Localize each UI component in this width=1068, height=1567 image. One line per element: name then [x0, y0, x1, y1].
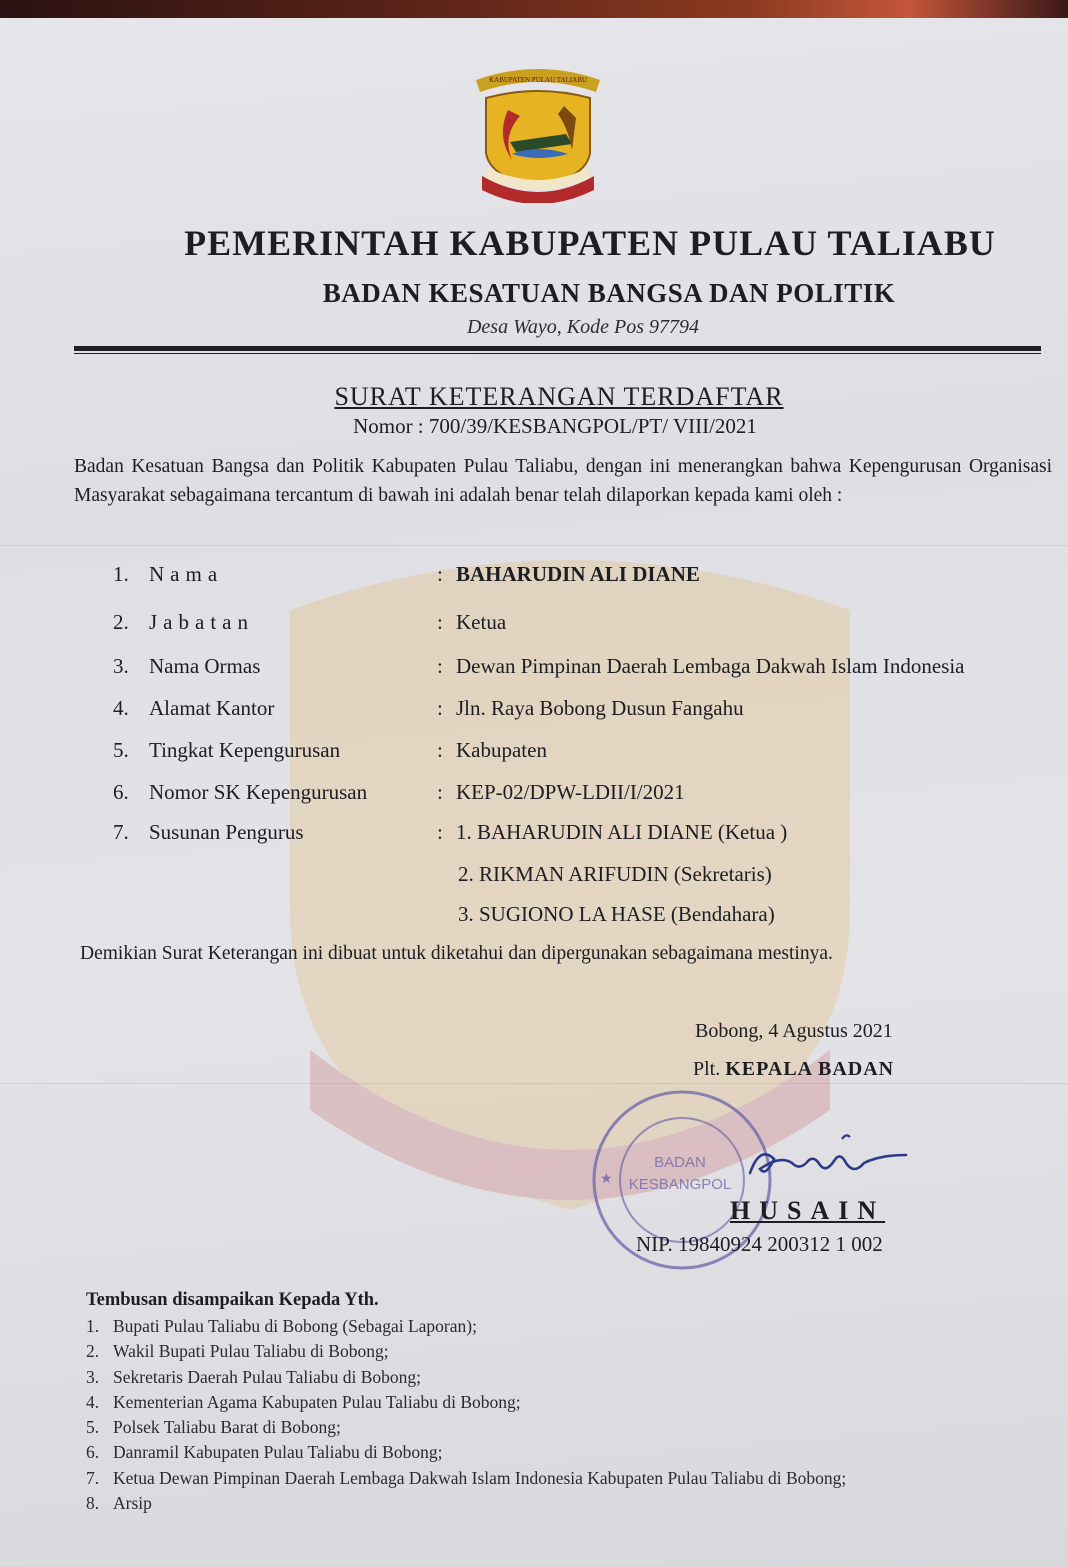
field-label: Nama Ormas	[149, 654, 261, 678]
copy-recipient: Arsip	[113, 1493, 152, 1514]
field-number: 7.	[113, 820, 129, 844]
copy-recipient: Danramil Kabupaten Pulau Taliabu di Bobong;	[113, 1442, 443, 1463]
list-item: 8. Arsip	[86, 1493, 152, 1514]
field-number: 2.	[113, 610, 129, 634]
board-member: 3. SUGIONO LA HASE (Bendahara)	[458, 902, 775, 926]
copy-recipient: Sekretaris Daerah Pulau Taliabu di Bobong;	[113, 1366, 422, 1387]
field-colon: :	[437, 562, 443, 586]
document-title: SURAT KETERANGAN TERDAFTAR	[334, 382, 784, 411]
letterhead-rule	[74, 346, 1041, 351]
agency-name: BADAN KESATUAN BANGSA DAN POLITIK	[322, 278, 896, 308]
field-value: Ketua	[456, 610, 507, 634]
field-colon: :	[437, 696, 443, 720]
signer-name: HUSAIN	[730, 1196, 886, 1225]
field-colon: :	[437, 654, 443, 678]
place-and-date: Bobong, 4 Agustus 2021	[695, 1020, 893, 1042]
field-number: 1.	[113, 562, 129, 586]
list-item: 3. Sekretaris Daerah Pulau Taliabu di Bobong;	[86, 1366, 422, 1387]
field-label: Nama	[149, 562, 224, 586]
stamp-line: BADAN	[654, 1154, 706, 1171]
document-number: Nomor : 700/39/KESBANGPOL/PT/ VIII/2021	[353, 414, 757, 438]
agency-address: Desa Wayo, Kode Pos 97794	[466, 316, 700, 338]
field-value: Dewan Pimpinan Daerah Lembaga Dakwah Islam Indonesia	[456, 654, 965, 678]
field-number: 3.	[113, 654, 129, 678]
field-value: Jln. Raya Bobong Dusun Fangahu	[456, 696, 744, 720]
signer-nip: NIP. 19840924 200312 1 002	[636, 1232, 883, 1256]
field-colon: :	[437, 820, 443, 844]
field-value: BAHARUDIN ALI DIANE	[456, 562, 700, 586]
field-label: Tingkat Kepengurusan	[149, 738, 341, 762]
copies-list	[86, 1316, 1056, 1518]
intro-paragraph: Badan Kesatuan Bangsa dan Politik Kabupaten Pulau Taliabu, dengan ini menerangkan bahwa Kepengurusan Organisasi Masyarakat sebagaimana tercantum di bawah ini adalah benar telah dilaporkan kepada kami oleh :	[74, 456, 1052, 506]
paper-fold-line	[0, 1083, 1068, 1086]
field-number: 5.	[113, 738, 129, 762]
government-name: PEMERINTAH KABUPATEN PULAU TALIABU	[184, 223, 996, 263]
list-item: 7. Ketua Dewan Pimpinan Daerah Lembaga Dakwah Islam Indonesia Kabupaten Pulau Taliabu di Bobong;	[86, 1467, 847, 1488]
field-colon: :	[437, 610, 443, 634]
letterhead-rule-thin	[74, 353, 1041, 354]
copy-recipient: Kementerian Agama Kabupaten Pulau Taliabu di Bobong;	[113, 1391, 521, 1412]
field-value: Kabupaten	[456, 738, 547, 762]
list-item: 1. Bupati Pulau Taliabu di Bobong (Sebagai Laporan);	[86, 1316, 477, 1336]
closing-statement: Demikian Surat Keterangan ini dibuat untuk diketahui dan dipergunakan sebagaimana mestinya.	[80, 943, 833, 964]
field-value: 1. BAHARUDIN ALI DIANE (Ketua )	[456, 820, 788, 844]
stamp-line: KESBANGPOL	[628, 1176, 732, 1193]
field-value: KEP-02/DPW-LDII/I/2021	[456, 780, 685, 804]
list-item: 2. Wakil Bupati Pulau Taliabu di Bobong;	[86, 1341, 389, 1362]
background-fabric	[0, 0, 1068, 20]
regency-crest-logo	[468, 58, 608, 203]
copy-recipient: Polsek Taliabu Barat di Bobong;	[113, 1417, 341, 1438]
board-member: 2. RIKMAN ARIFUDIN (Sekretaris)	[458, 862, 772, 886]
copies-heading: Tembusan disampaikan Kepada Yth.	[86, 1290, 379, 1310]
field-label: Susunan Pengurus	[149, 820, 304, 844]
field-label: Jabatan	[149, 610, 254, 634]
field-number: 6.	[113, 780, 129, 804]
copy-recipient: Ketua Dewan Pimpinan Daerah Lembaga Dakwah Islam Indonesia Kabupaten Pulau Taliabu di Bobong;	[113, 1467, 847, 1488]
crest-banner-text: KABUPATEN PULAU TALIABU	[489, 76, 587, 84]
list-item: 4. Kementerian Agama Kabupaten Pulau Taliabu di Bobong;	[86, 1391, 521, 1412]
svg-text:★: ★	[600, 1172, 613, 1187]
list-item: 6. Danramil Kabupaten Pulau Taliabu di Bobong;	[86, 1442, 443, 1463]
field-colon: :	[437, 738, 443, 762]
paper-fold-line	[0, 545, 1068, 548]
field-label: Alamat Kantor	[149, 696, 275, 720]
field-label: Nomor SK Kepengurusan	[149, 780, 368, 804]
handwritten-signature	[730, 1125, 910, 1195]
copy-recipient: Wakil Bupati Pulau Taliabu di Bobong;	[113, 1341, 389, 1362]
copy-recipient: Bupati Pulau Taliabu di Bobong (Sebagai Laporan);	[113, 1316, 477, 1336]
field-number: 4.	[113, 696, 129, 720]
signer-position	[693, 1058, 894, 1081]
list-item: 5. Polsek Taliabu Barat di Bobong;	[86, 1417, 341, 1438]
position-title: KEPALA BADAN	[725, 1058, 895, 1080]
field-colon: :	[437, 780, 443, 804]
position-prefix: Plt.	[693, 1058, 721, 1080]
